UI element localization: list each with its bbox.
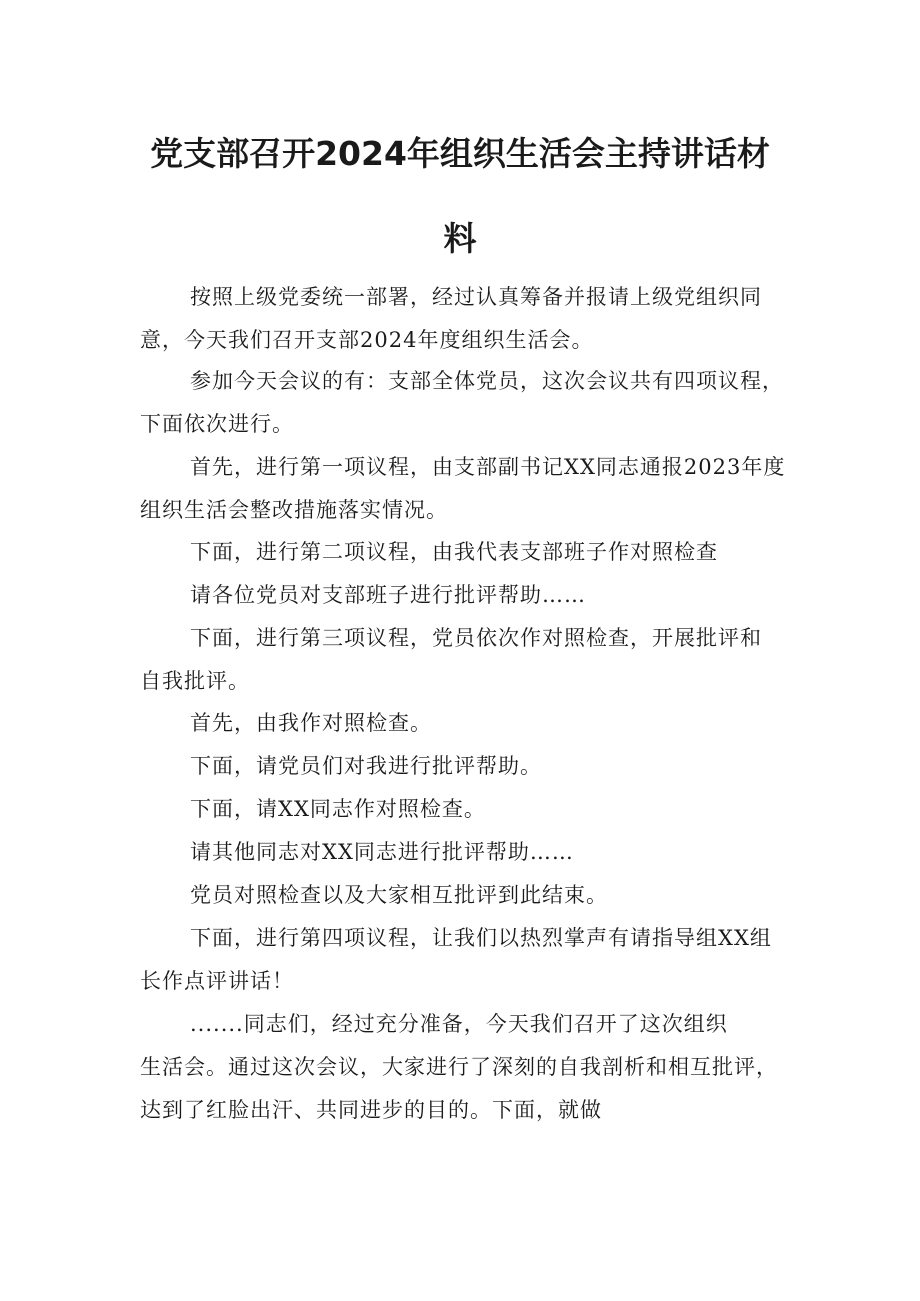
paragraph-line: 下面，请XX同志作对照检查。 (190, 797, 486, 821)
paragraph-line: 下面，进行第二项议程，由我代表支部班子作对照检查 (190, 540, 718, 564)
paragraph-line: 长作点评讲话！ (140, 969, 294, 993)
paragraph-5 (140, 574, 790, 617)
paragraph-1 (140, 276, 790, 362)
paragraph-line: 下面依次进行。 (140, 412, 294, 436)
paragraph-line: 首先，由我作对照检查。 (190, 711, 432, 735)
paragraph-line: 下面，进行第三项议程，党员依次作对照检查，开展批评和 (190, 626, 762, 650)
paragraph-11 (140, 874, 790, 917)
document-title-line-2: 料 (443, 219, 477, 258)
paragraph-line: 生活会。通过这次会议，大家进行了深刻的自我剖析和相互批评， (140, 1055, 778, 1079)
paragraph-line: 请其他同志对XX同志进行批评帮助…… (190, 840, 574, 864)
paragraph-line: 下面，进行第四项议程，让我们以热烈掌声有请指导组XX组 (190, 926, 772, 950)
paragraph-line: 首先，进行第一项议程，由支部副书记XX同志通报2023年度 (190, 455, 786, 479)
paragraph-line: 按照上级党委统一部署，经过认真筹备并报请上级党组织同 (190, 285, 762, 309)
paragraph-13 (140, 1003, 790, 1132)
paragraph-line: 达到了红脸出汗、共同进步的目的。下面，就做 (140, 1098, 602, 1122)
paragraph-12 (140, 917, 790, 1003)
paragraph-10 (140, 831, 790, 874)
paragraph-line: 组织生活会整改措施落实情况。 (140, 498, 448, 522)
paragraph-line: .......同志们，经过充分准备，今天我们召开了这次组织 (190, 1012, 728, 1036)
paragraph-6 (140, 617, 790, 703)
paragraph-line: 参加今天会议的有：支部全体党员，这次会议共有四项议程， (190, 369, 784, 393)
paragraph-line: 自我批评。 (140, 669, 250, 693)
document-title-line-1: 党支部召开2024年组织生活会主持讲话材 (150, 134, 770, 173)
paragraph-line: 请各位党员对支部班子进行批评帮助…… (190, 583, 586, 607)
paragraph-9 (140, 788, 790, 831)
paragraph-line: 党员对照检查以及大家相互批评到此结束。 (190, 883, 608, 907)
paragraph-line: 下面，请党员们对我进行批评帮助。 (190, 754, 542, 778)
paragraph-3 (140, 446, 790, 532)
paragraph-4 (140, 531, 790, 574)
paragraph-8 (140, 745, 790, 788)
paragraph-7 (140, 702, 790, 745)
paragraph-2 (140, 360, 790, 446)
paragraph-line: 意，今天我们召开支部2024年度组织生活会。 (140, 328, 594, 352)
